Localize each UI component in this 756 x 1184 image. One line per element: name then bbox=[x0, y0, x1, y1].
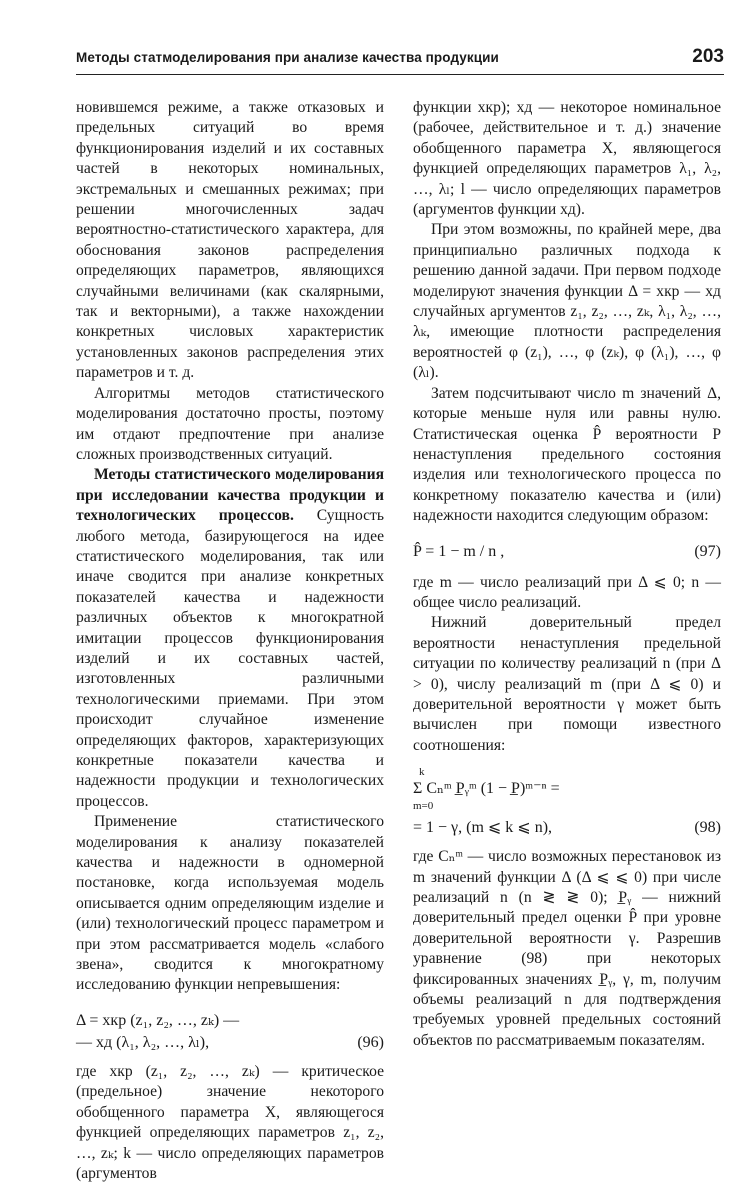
equation-line: = 1 − γ, (m ⩽ k ⩽ n), bbox=[413, 819, 553, 837]
left-column bbox=[76, 98, 384, 1184]
page-number: 203 bbox=[692, 46, 724, 67]
equation-line: — xд (λ₁, λ₂, …, λₗ), bbox=[76, 1033, 210, 1051]
section-heading: Методы статистического моделирования при исследовании качества продукции и технологических процессов. bbox=[76, 466, 384, 525]
paragraph: При этом возможны, по крайней мере, два принципиально различных подхода к решению данной задачи. При первом подходе моделируют значения функции Δ = xкр — xд случайных аргументов z₁, z₂, …, zₖ, λ₁, λ₂, …, λₖ, имеющие плотности распределения вероятностей φ (z₁), …, φ (zₖ), φ (λ₁), …, φ (λₗ). bbox=[413, 221, 721, 382]
paragraph: функции xкр); xд — некоторое номинальное (рабочее, действительное и т. д.) значение обобщенного параметра X, являющегося функцией определяющих параметров λ₁, λ₂, …, λₗ; l — число определяющих параметров (аргументов функции xд). bbox=[413, 99, 721, 219]
equation-98 bbox=[413, 766, 721, 839]
equation-number: (96) bbox=[357, 1033, 384, 1051]
equation-line: Σ Cₙᵐ P̲ᵧᵐ (1 − P̲)ᵐ⁻ⁿ = bbox=[413, 780, 560, 798]
paragraph: новившемся режиме, а также отказовых и предельных ситуаций во время функционирования изделий и их составных частей в некоторых номинальных, экстремальных и смешанных режимах; при решении многочисленных задач вероятностно-статистического характера, для обоснования законов распределения определяющих параметров, являющихся случайными величинами (как скалярными, так и векторными), а также нахождении конкретных числовых характеристик установленных законов распределения этих параметров и т. д. bbox=[76, 99, 384, 382]
paragraph: где m — число реализаций при Δ ⩽ 0; n — общее число реализаций. bbox=[413, 573, 721, 611]
paragraph-text: Сущность любого метода, базирующегося на идее статистического моделирования, так или иначе сводится при анализе конкретных показателей качества и надежности различных объектов к многократной имитации процессов функционирования изделий и их составных частей, изготовленных различными технологическими приемами. При этом происходит случайное изменение определяющих факторов, характеризующих конкретные показатели качества и надежности продукции и технологических процессов. bbox=[76, 507, 384, 810]
equation-line: Δ = xкр (z₁, z₂, …, zₖ) — bbox=[76, 1011, 240, 1029]
paragraph: где xкр (z₁, z₂, …, zₖ) — критическое (предельное) значение некоторого обобщенного параметра X, являющегося функцией определяющих параметров z₁, z₂, …, zₖ; k — число определяющих параметров (аргументов bbox=[76, 1062, 384, 1182]
equation-96 bbox=[76, 1010, 384, 1054]
sum-upper-limit: k bbox=[419, 766, 425, 779]
running-header bbox=[76, 44, 724, 75]
paragraph: Нижний доверительный предел вероятности ненаступления предельной ситуации по количеству реализаций n (при Δ > 0), числу реализаций m (при Δ ⩽ 0) и доверительной вероятности γ может быть вычислен при помощи известного соотношения: bbox=[413, 614, 721, 754]
paragraph: Затем подсчитывают число m значений Δ, которые меньше нуля или равны нулю. Статистическая оценка P̂ вероятности P ненаступления предельного состояния изделия или технологического процесса по конкретному показателю качества и (или) надежности находится следующим образом: bbox=[413, 384, 721, 525]
paragraph: Алгоритмы методов статистического моделирования достаточно просты, поэтому им отдают предпочтение при анализе сложных производственных ситуаций. bbox=[76, 384, 384, 463]
right-column bbox=[413, 98, 721, 1051]
equation-line-row bbox=[76, 1032, 384, 1054]
equation-text: P̂ = 1 − m / n , bbox=[413, 542, 505, 560]
sum-lower-limit: m=0 bbox=[413, 800, 434, 813]
section-paragraph bbox=[76, 465, 384, 812]
equation-number: (98) bbox=[694, 819, 721, 837]
paragraph: где Cₙᵐ — число возможных перестановок из m значений функции Δ (Δ ⩽ ⩽ 0) при числе реализаций n (n ≷ ≷ 0); P̲ᵧ — нижний доверительный предел оценки P̂ при уровне доверительной вероятности γ. Разрешив уравнение (98) при некоторых фиксированных значениях P̲ᵧ, γ, m, получим объемы реализаций n для подтверждения требуемых уровней предельных состояний объектов по рассматриваемым показателям. bbox=[413, 848, 721, 1049]
running-title: Методы статмоделирования при анализе качества продукции bbox=[76, 50, 499, 65]
equation-line-row bbox=[413, 817, 721, 839]
equation-97 bbox=[413, 541, 721, 563]
equation-number: (97) bbox=[694, 542, 721, 560]
paragraph: Применение статистического моделирования к анализу показателей качества и надежности в одномерной постановке, когда используемая модель описывается одним определяющим изделие и (или) технологический процесс параметром и при этом рассматривается модель «слабого звена», сводится к многократному исследованию функции непревышения: bbox=[76, 813, 384, 994]
